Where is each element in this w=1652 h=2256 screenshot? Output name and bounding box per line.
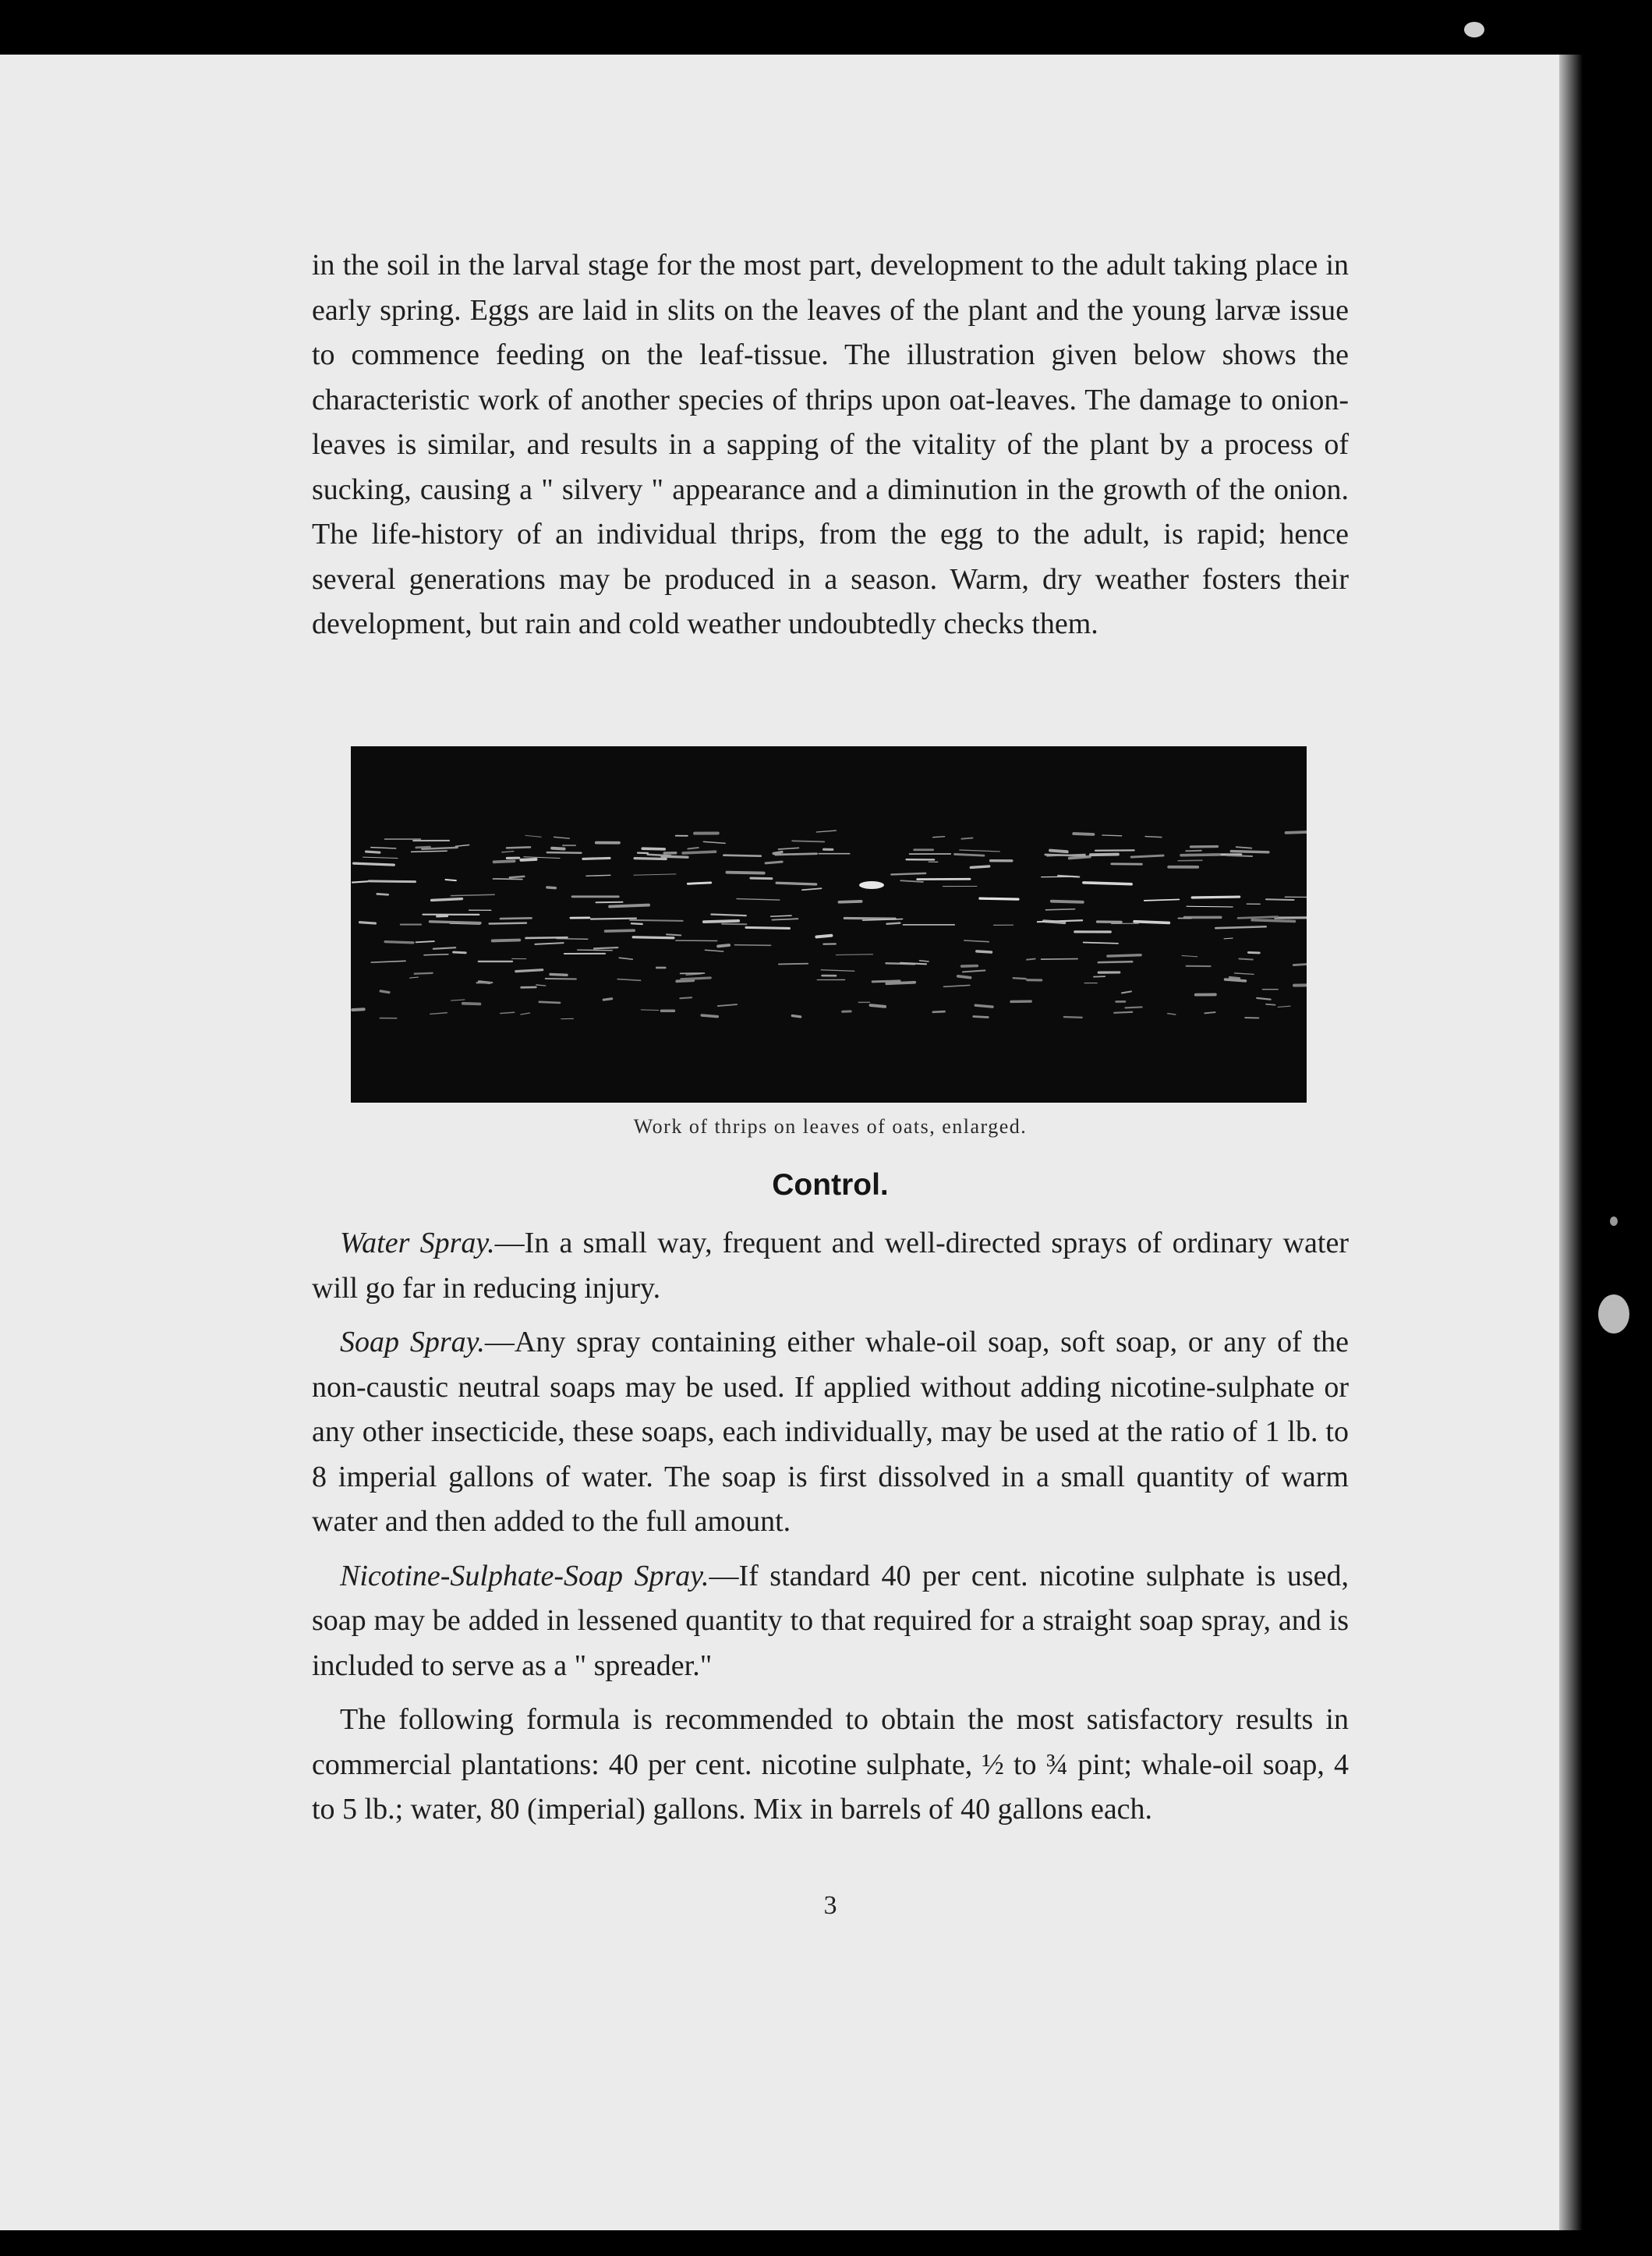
leaf-streak	[816, 831, 836, 832]
leaf-streak	[412, 851, 447, 852]
control-section-body	[312, 1221, 1349, 1833]
leaf-streak	[554, 837, 570, 838]
top-paragraph: in the soil in the larval stage for the most part, development to the adult taking place in early spring. Eggs are laid in slits on the leaves of the plant and the young larvæ issue to commence feeding on the leaf-tissue. The illustration given below shows the characteristic work of another species of thrips upon oat-leaves. The damage to onion-leaves is similar, and results in a sapping of the vitality of the plant by a process of sucking, causing a " silvery " appearance and a diminution in the growth of the onion. The life-history of an individual thrips, from the egg to the adult, is rapid; hence several generations may be produced in a season. Warm, dry weather fosters their development, but rain and cold weather undoubtedly checks them.	[312, 249, 1349, 640]
water-spray-text: —In a small way, frequent and well-directed sprays of ordinary water will go far in reducing injury.	[312, 1227, 1349, 1305]
leaf-streak	[974, 1017, 989, 1018]
leaf-streak	[703, 841, 725, 843]
page-number: 3	[823, 1891, 837, 1920]
leaf-streak	[1050, 851, 1067, 852]
leaf-streak	[933, 1011, 945, 1012]
leaf-streak	[1145, 837, 1162, 838]
leaf-streak	[550, 974, 567, 975]
leaf-streak	[1187, 906, 1233, 907]
leaf-streak	[1205, 1012, 1215, 1013]
oat-leaves-photo	[351, 746, 1307, 1103]
leaf-streak	[641, 1010, 658, 1011]
leaf-streak	[524, 857, 560, 859]
page-edge-shadow	[1559, 55, 1583, 2230]
leaf-streak	[977, 951, 992, 952]
leaf-streak	[844, 918, 895, 919]
leaf-streak	[1144, 899, 1180, 900]
leaf-streak	[354, 863, 394, 865]
leaf-streak	[792, 1015, 800, 1016]
leaf-streak	[960, 850, 999, 852]
leaf-streak	[363, 857, 398, 858]
leaf-streak	[1229, 977, 1240, 978]
leaf-streak	[1027, 959, 1035, 960]
leaf-highlight	[859, 881, 884, 889]
leaf-streak	[735, 945, 771, 946]
nicotine-soap-spray-text: —If standard 40 per cent. nicotine sulphate is used, soap may be added in lessened quantity to that required for a straight soap spray, and is included to serve as a " spreader."	[312, 1559, 1349, 1682]
leaf-streak	[416, 847, 430, 848]
leaf-streak	[683, 852, 715, 853]
leaf-streak	[718, 1004, 737, 1006]
leaf-streak	[1186, 851, 1201, 852]
leaf-streak	[547, 852, 582, 853]
leaf-streak	[451, 1000, 465, 1001]
leaf-streak	[778, 848, 798, 849]
leaf-streak	[667, 934, 681, 935]
leaf-streak	[751, 878, 772, 879]
leaf-streak	[766, 862, 782, 863]
leaf-streak	[933, 837, 945, 838]
leaf-streak	[535, 943, 563, 944]
leaf-streak	[891, 873, 925, 875]
leaf-streak	[1114, 1012, 1132, 1013]
leaf-streak	[526, 937, 568, 938]
leaf-streak	[971, 866, 989, 868]
leaf-streak	[501, 1012, 515, 1013]
leaf-streak	[454, 952, 466, 953]
leaf-streak	[1226, 979, 1246, 981]
leaf-streak	[705, 950, 723, 951]
leaf-streak	[1013, 978, 1026, 979]
water-spray-title: Water Spray.	[340, 1227, 495, 1259]
leaf-streak	[773, 852, 782, 854]
leaf-streak	[702, 1015, 717, 1017]
leaf-streak	[963, 970, 985, 972]
leaf-streak	[1278, 1006, 1290, 1007]
leaf-streak	[1182, 955, 1197, 956]
soap-spray-paragraph	[312, 1320, 1349, 1545]
leaf-streak	[1084, 883, 1131, 884]
nicotine-soap-spray-title: Nicotine-Sulphate-Soap Spray.	[340, 1559, 709, 1592]
leaf-streak	[385, 942, 413, 943]
leaf-streak	[1168, 1014, 1176, 1015]
leaf-streak	[962, 966, 978, 967]
leaf-streak	[1052, 901, 1083, 902]
soap-spray-title: Soap Spray.	[340, 1326, 485, 1358]
leaf-streak	[617, 979, 641, 981]
leaf-streak	[432, 899, 462, 901]
leaf-streak	[964, 940, 989, 942]
leaf-streak	[1239, 958, 1252, 959]
leaf-streak	[872, 981, 900, 982]
leaf-streak	[586, 875, 610, 876]
leaf-streak	[557, 939, 588, 940]
leaf-streak	[919, 961, 929, 962]
leaf-streak	[380, 991, 389, 993]
section-heading: Control.	[772, 1168, 889, 1202]
leaf-streak	[681, 978, 710, 979]
formula-text: The following formula is recommended to obtain the most satisfactory results in commercial plantations: 40 per cent. nicotine sulphate, ½ to ¾ pint; whale-oil soap, 4 to 5 lb.; water, 80 (imperial) gallons. Mix in barrels of 40 gallons each.	[312, 1703, 1349, 1826]
leaf-streak	[501, 918, 532, 919]
leaf-streak	[1266, 1004, 1275, 1005]
leaf-streak	[610, 905, 649, 907]
leaf-streak	[371, 961, 405, 962]
leaf-streak	[1192, 897, 1239, 898]
leaf-streak	[1236, 847, 1252, 848]
leaf-streak	[680, 997, 692, 998]
leaf-streak	[634, 874, 676, 875]
leaf-streak	[955, 854, 984, 855]
leaf-streak	[578, 950, 613, 951]
figure-caption: Work of thrips on leaves of oats, enlarged.	[633, 1115, 1028, 1138]
leaf-streak	[410, 977, 419, 978]
leaf-streak	[494, 861, 515, 862]
leaf-streak	[723, 855, 760, 856]
leaf-streak	[619, 958, 632, 959]
leaf-streak	[1122, 991, 1131, 993]
leaf-streak	[606, 930, 635, 931]
leaf-streak	[839, 901, 861, 902]
leaf-streak	[547, 887, 555, 888]
leaf-streak	[1045, 909, 1074, 910]
leaf-streak	[516, 970, 543, 972]
leaf-streak	[525, 835, 541, 837]
leaf-streak	[1134, 922, 1169, 923]
leaf-streak	[1215, 926, 1265, 928]
leaf-streak	[594, 947, 617, 948]
leaf-streak	[887, 923, 900, 924]
leaf-streak	[961, 838, 972, 839]
leaf-streak	[536, 985, 546, 986]
leaf-streak	[493, 879, 522, 880]
leaf-streak	[369, 881, 415, 882]
leaf-streak	[821, 970, 854, 972]
leaf-streak	[1126, 1007, 1142, 1008]
leaf-streak	[352, 881, 368, 882]
leaf-streak	[1248, 952, 1259, 953]
leaf-streak	[886, 983, 914, 984]
top-paragraph-block	[312, 243, 1349, 647]
leaf-streak	[552, 848, 564, 849]
leaf-streak	[980, 898, 1018, 899]
leaf-streak	[900, 880, 923, 882]
leaf-streak	[1234, 973, 1254, 974]
oat-leaves-photo-graphic	[351, 746, 1307, 1103]
leaf-streak	[802, 888, 822, 890]
leaf-streak	[507, 847, 530, 848]
leaf-streak	[430, 922, 480, 923]
soap-spray-text: —Any spray containing either whale-oil soap, soft soap, or any of the non-caustic neutral soaps may be used. If applied without adding nicotine-sulphate or any other insecticide, these soaps, each individually, may be used at the ratio of 1 lb. to 8 imperial gallons of water. The soap is first dissolved in a small quantity of warm water and then added to the full amount.	[312, 1326, 1349, 1538]
leaf-streak	[352, 1009, 363, 1010]
leaf-streak	[704, 921, 738, 922]
leaf-streak	[490, 923, 526, 924]
leaf-streak	[688, 883, 710, 884]
leaf-streak	[711, 914, 745, 916]
scan-speck	[1598, 1294, 1629, 1333]
leaf-streak	[648, 855, 670, 856]
leaf-streak	[662, 856, 688, 857]
nicotine-soap-spray-paragraph	[312, 1554, 1349, 1689]
leaf-streak	[416, 941, 434, 942]
leaf-streak	[779, 964, 808, 965]
leaf-streak	[521, 1013, 530, 1015]
leaf-streak	[583, 858, 610, 859]
leaf-streak	[1257, 998, 1270, 1000]
leaf-streak	[1042, 959, 1078, 960]
leaf-streak	[539, 1002, 560, 1003]
leaf-streak	[836, 954, 872, 955]
leaf-streak	[1266, 899, 1294, 900]
leaf-streak	[433, 947, 455, 949]
leaf-streak	[1224, 938, 1233, 939]
leaf-streak	[1238, 917, 1278, 919]
leaf-streak	[1226, 855, 1252, 856]
leaf-streak	[958, 976, 971, 978]
formula-paragraph	[312, 1698, 1349, 1833]
leaf-streak	[630, 920, 683, 921]
leaf-streak	[430, 1013, 447, 1015]
leaf-streak	[1252, 920, 1294, 922]
leaf-streak	[776, 883, 816, 884]
leaf-streak	[1108, 955, 1141, 956]
leaf-streak	[737, 899, 780, 900]
leaf-streak	[1070, 857, 1090, 859]
water-spray-paragraph	[312, 1221, 1349, 1311]
scan-speck	[1610, 1217, 1618, 1226]
leaf-streak	[1102, 835, 1122, 836]
leaf-streak	[1131, 855, 1163, 857]
leaf-streak	[451, 894, 494, 895]
leaf-streak	[633, 937, 674, 938]
leaf-streak	[776, 854, 817, 855]
leaf-streak	[1294, 985, 1307, 986]
leaf-streak	[900, 963, 926, 964]
leaf-streak	[642, 848, 664, 849]
scan-speck	[1464, 22, 1484, 37]
leaf-streak	[521, 859, 536, 860]
leaf-streak	[1293, 964, 1307, 965]
leaf-streak	[975, 1005, 992, 1007]
leaf-streak	[603, 999, 611, 1000]
leaf-streak	[455, 845, 469, 847]
leaf-streak	[816, 936, 831, 937]
leaf-streak	[677, 980, 693, 981]
leaf-streak	[1084, 942, 1118, 943]
leaf-streak	[718, 945, 729, 946]
leaf-streak	[631, 923, 642, 924]
leaf-streak	[415, 973, 433, 974]
leaf-streak	[944, 985, 970, 986]
leaf-streak	[1064, 1017, 1082, 1018]
leaf-streak	[746, 927, 789, 928]
leaf-streak	[424, 954, 448, 955]
leaf-streak	[870, 1005, 885, 1007]
leaf-streak	[1286, 832, 1307, 833]
